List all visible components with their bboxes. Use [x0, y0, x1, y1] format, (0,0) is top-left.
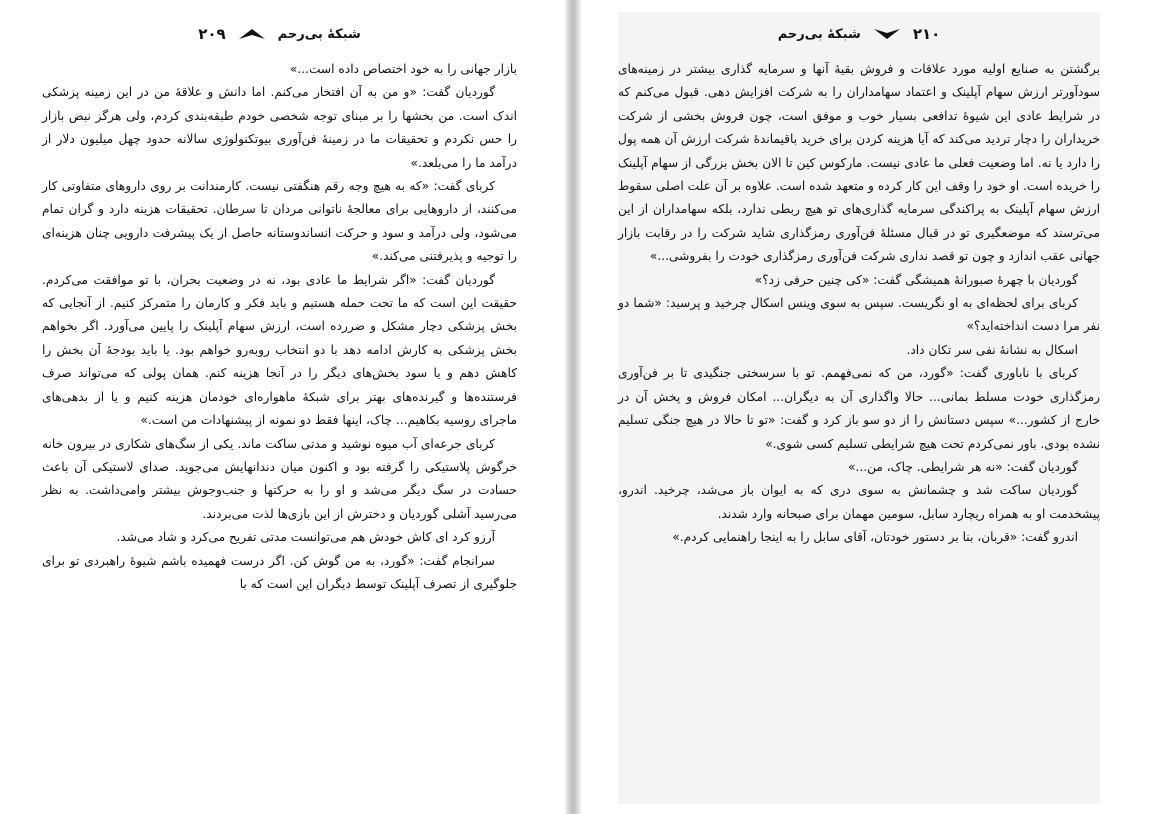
running-title: شبکهٔ بی‌رحم [777, 26, 861, 42]
right-page-scan [618, 12, 1100, 804]
page-number: ۲۰۹ [198, 25, 226, 43]
left-page-header [42, 18, 517, 50]
page-body-text [618, 58, 1100, 550]
chevron-up-ornament-icon [238, 28, 266, 40]
paragraph: کربای برای لحظه‌ای به او نگریست. سپس به سوی وینس اسکال چرخید و پرسید: «شما دو نفر مرا دست انداخته‌اید؟» [618, 296, 1100, 334]
paragraph: گوردیان با چهرهٔ صبورانهٔ همیشگی گفت: «کی چنین حرفی زد؟» [754, 272, 1078, 287]
book-spine [565, 0, 581, 814]
page-body-text [42, 58, 517, 596]
paragraph: کربای با ناباوری گفت: «گورد، من که نمی‌فهمم. تو با سرسختی جنگیدی تا بر فن‌آوری رمزگذاری خودت مسلط بمانی... حالا واگذاری آن به دیگران... امکان فروش و پخش آن در خارج از کشور...» سپس دستانش را از دو سو باز کرد و گفت: «تو تا حالا در هیچ جنگی تسلیم نشده بودی. باور نمی‌کردم تحت هیچ شرایطی تسلیم کسی شوی.» [618, 366, 1100, 451]
paragraph: برگشتن به صنایع اولیه مورد علاقات و فروش بقیهٔ آنها و سرمایه گذاری بیشتر در زمینه‌های سودآورتر ارزش سهام آپلینک و اعتماد سهامداران را به شرکت افزایش دهی. قبول می‌کنم که در شرایط عادی این شیوهٔ تدافعی بسیار خوب و موفق است، چون فروش بخشی از شرکت خریداران را دچار تردید می‌کند که آیا هزینه کردن برای خرید باقیماندهٔ شرکت ارزش آن همه پول را دارد یا نه. اما وضعیت فعلی ما عادی نیست. مارکوس کین تا الان بخش بزرگی از سهام آپلینک را خریده است. او خود را وقف این کار کرده و متعهد شده است. علاوه بر آن علت اصلی سقوط ارزش سهام آپلینک به پراکندگی سرمایه گذاری‌های تو هیچ ربطی ندارد، بلکه سهامداران از این می‌ترسند که موضعگیری تو در قبال مسئلهٔ فن‌آوری رمزگذاری شاید شرکت را در رقابت بازار جهانی عقب اندازد و چون تو قصد نداری شرکت فن‌آوری رمزگذاری خودت را بفروشی...» [618, 62, 1100, 264]
paragraph: گوردیان ساکت شد و چشمانش به سوی دری که به ایوان باز می‌شد، چرخید. اندرو، پیشخدمت او به همراه ریچارد سابل، سومین مهمان برای صبحانه وارد شدند. [618, 483, 1100, 521]
paragraph: اندرو گفت: «قربان، بنا بر دستور خودتان، آقای سابل را به اینجا راهنمایی کردم.» [672, 530, 1078, 545]
paragraph: اسکال به نشانهٔ نفی سر تکان داد. [906, 342, 1078, 357]
running-title: شبکهٔ بی‌رحم [277, 26, 361, 42]
page-number: ۲۱۰ [912, 25, 941, 43]
paragraph: گوردیان گفت: «نه هر شرایطی. چاک، من...» [847, 459, 1078, 474]
right-page-header [618, 18, 1100, 50]
paragraph: سرانجام گفت: «گورد، به من گوش کن. اگر درست فهمیده باشم شیوهٔ راهبردی تو برای جلوگیری از تصرف آپلینک توسط دیگران این است که با [42, 553, 517, 591]
right-page [581, 0, 1153, 814]
left-page-scan [42, 12, 517, 804]
paragraph: آرزو کرد ای کاش خودش هم می‌توانست مدتی تفریح می‌کرد و شاد می‌شد. [116, 530, 495, 545]
paragraph: کربای جرعه‌ای آب میوه نوشید و مدتی ساکت ماند. یکی از سگ‌های شکاری در بیرون خانه خرگوش پلاستیکی را گرفته بود و اکنون میان دندانهایش می‌جوید. صدای لاستیکی آن باعث حسادت در سگ دیگر می‌شد و او را به حرکتها و جنب‌وجوش بیشتر وامی‌داشت. به نظر می‌رسید آشلی گوردیان و دخترش از این بازی‌ها لذت می‌بردند. [42, 436, 517, 521]
paragraph: گوردیان گفت: «اگر شرایط ما عادی بود، نه در وضعیت بحران، با تو موافقت می‌کردم. حقیقت این است که ما تحت حمله هستیم و باید فکر و کارمان را متمرکز کنیم. از آنجایی که بخش پزشکی دچار مشکل و ضررده است، ارزش سهام آپلینک را پایین می‌آورد. اگر بخواهم بخش پزشکی به کارش ادامه دهد با دو انتخاب روبه‌رو خواهم بود. یا باید بودجهٔ آن بخش را کاهش دهم و یا سود بخش‌های دیگر را در آنجا هزینه کنم. همان پولی که می‌تواند صرف فرستنده‌ها و گیرنده‌های بهتر برای شبکهٔ ماهواره‌ای خودمان هزینه کنیم و یا از بدهی‌های ماجرای روسیه بکاهیم... چاک، اینها فقط دو نمونه از پیشنهادات من است.» [42, 272, 517, 428]
chevron-down-ornament-icon [873, 28, 901, 40]
paragraph: بازار جهانی را به خود اختصاص داده است...» [289, 62, 517, 76]
left-page [0, 0, 565, 814]
paragraph: کربای گفت: «که به هیچ وجه رقم هنگفتی نیست. کارمندانت بر روی داروهای متفاوتی کار می‌کنند، از داروهایی برای معالجهٔ ناتوانی مردان تا سرطان. تحقیقات هزینه دارد و گران تمام می‌شود، ولی درآمد و سود و حرکت انساندوستانه حاصل از یک پیشرفت دارویی چنان هزینه‌ای را توجیه و پذیرفتنی می‌کند.» [42, 179, 517, 264]
paragraph: گوردیان گفت: «و من به آن افتخار می‌کنم. اما دانش و علاقهٔ من در این زمینه پزشکی اندک است. من بخشها را بر مبنای توجه شخصی خودم طبقه‌بندی کردم، ولی هرگز نبض بازار را حس نکردم و تحقیقات ما در زمینهٔ فن‌آوری بیوتکنولوژی سالانه حدود چهل میلیون دلار از درآمد ما را می‌بلعد.» [42, 85, 517, 170]
